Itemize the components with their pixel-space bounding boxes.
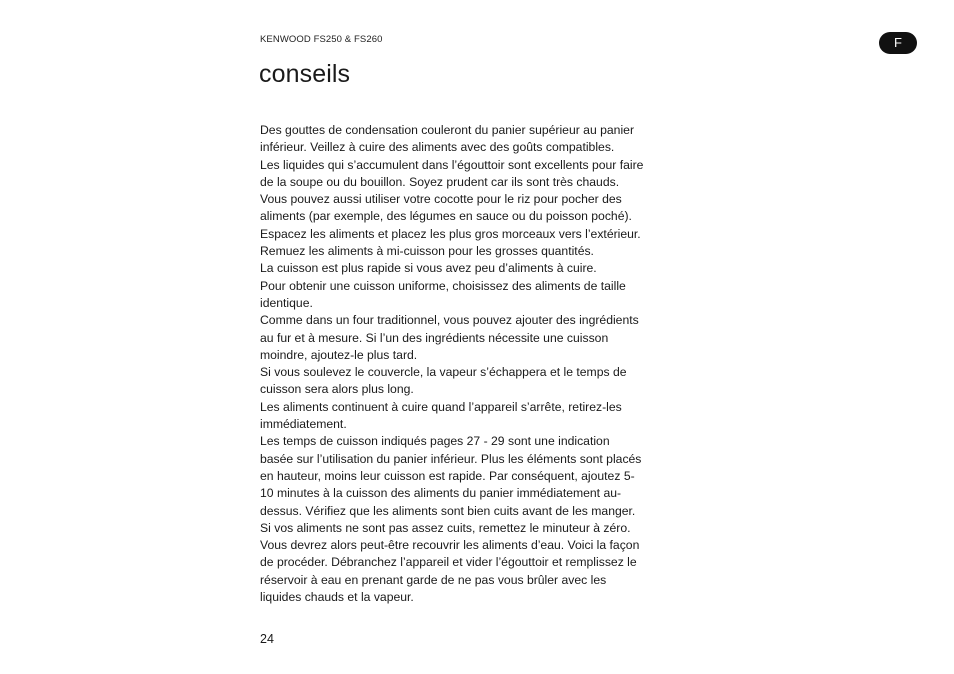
body-line: moindre, ajoutez-le plus tard. (260, 347, 418, 362)
body-line: Les temps de cuisson indiqués pages 27 - 29 sont une indication (260, 434, 610, 449)
page-number: 24 (260, 632, 274, 646)
document-header-model: KENWOOD FS250 & FS260 (260, 34, 383, 45)
body-line: Comme dans un four traditionnel, vous pouvez ajouter des ingrédients (260, 313, 639, 328)
body-line: La cuisson est plus rapide si vous avez peu d’aliments à cuire. (260, 261, 597, 276)
body-line: Les liquides qui s’accumulent dans l’égouttoir sont excellents pour faire (260, 157, 644, 172)
body-line: Si vos aliments ne sont pas assez cuits, remettez le minuteur à zéro. (260, 520, 631, 535)
body-line: Espacez les aliments et placez les plus gros morceaux vers l’extérieur. (260, 226, 641, 241)
body-line: de procéder. Débranchez l’appareil et vider l’égouttoir et remplissez le (260, 555, 637, 570)
body-line: dessus. Vérifiez que les aliments sont bien cuits avant de les manger. (260, 503, 636, 518)
body-line: inférieur. Veillez à cuire des aliments avec des goûts compatibles. (260, 140, 615, 155)
body-line: Les aliments continuent à cuire quand l’appareil s’arrête, retirez-les (260, 399, 622, 414)
body-line: liquides chauds et la vapeur. (260, 590, 414, 605)
body-line: Si vous soulevez le couvercle, la vapeur s’échappera et le temps de (260, 365, 627, 380)
body-text (260, 122, 700, 606)
body-line: en hauteur, moins leur cuisson est rapide. Par conséquent, ajoutez 5- (260, 468, 635, 483)
body-line: Pour obtenir une cuisson uniforme, choisissez des aliments de taille (260, 278, 626, 293)
body-line: de la soupe ou du bouillon. Soyez prudent car ils sont très chauds. (260, 174, 620, 189)
body-line: réservoir à eau en prenant garde de ne pas vous brûler avec les (260, 572, 607, 587)
body-line: identique. (260, 295, 313, 310)
body-line: aliments (par exemple, des légumes en sauce ou du poisson poché). (260, 209, 632, 224)
language-badge: F (879, 32, 917, 54)
body-line: Remuez les aliments à mi-cuisson pour les grosses quantités. (260, 244, 594, 259)
body-line: Vous devrez alors peut-être recouvrir les aliments d’eau. Voici la façon (260, 538, 640, 553)
body-line: 10 minutes à la cuisson des aliments du panier immédiatement au- (260, 486, 622, 501)
body-line: au fur et à mesure. Si l’un des ingrédients nécessite une cuisson (260, 330, 609, 345)
body-line: Vous pouvez aussi utiliser votre cocotte pour le riz pour pocher des (260, 192, 622, 207)
page-title: conseils (259, 60, 351, 88)
body-line: cuisson sera alors plus long. (260, 382, 414, 397)
body-line: basée sur l’utilisation du panier inférieur. Plus les éléments sont placés (260, 451, 642, 466)
body-line: Des gouttes de condensation couleront du panier supérieur au panier (260, 123, 635, 137)
body-line: immédiatement. (260, 417, 347, 432)
